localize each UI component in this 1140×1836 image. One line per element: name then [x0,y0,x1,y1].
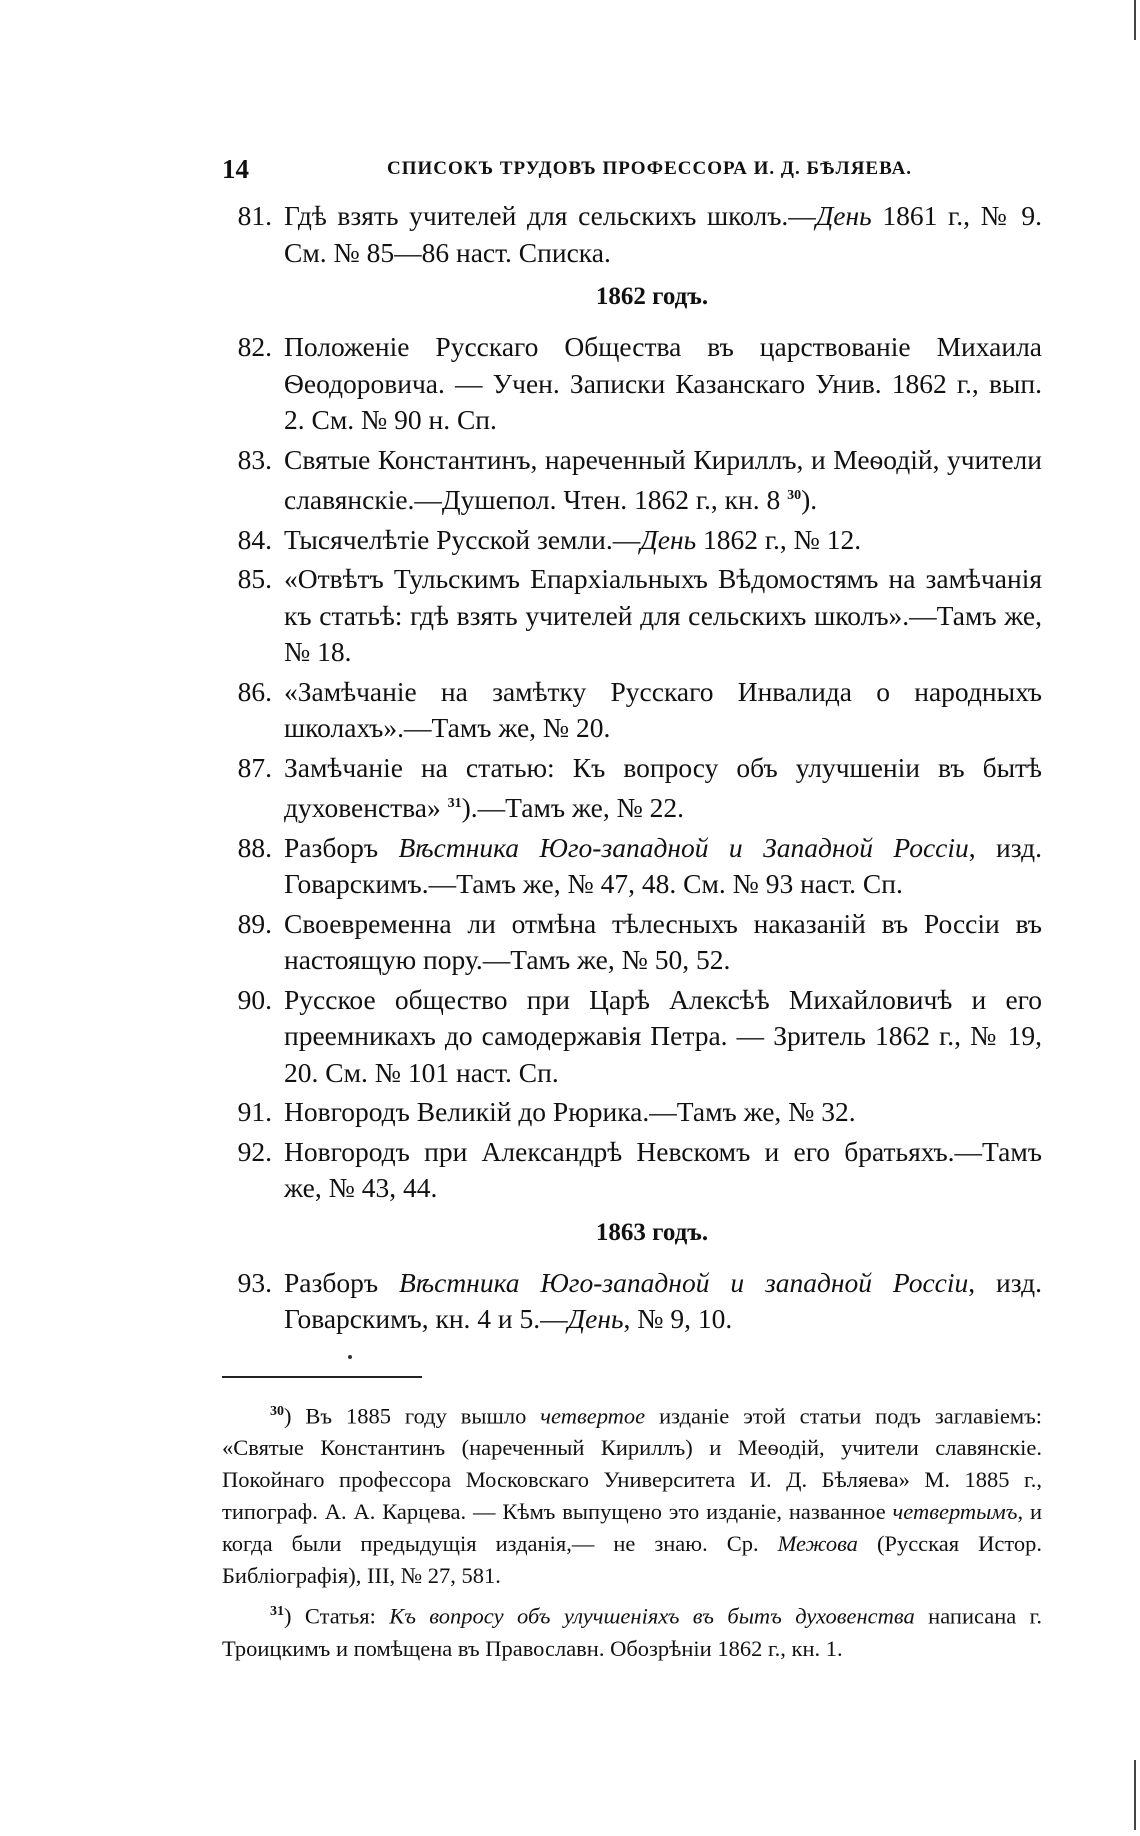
entry-number: 85. [237,563,272,595]
entries-group-1861 [222,198,1042,271]
entry-number: 90. [237,983,272,1015]
entries-group-1862 [222,329,1042,1207]
entry-text: Разборъ Вѣстника Юго-западной и западной Россіи, изд. Говарскимъ, кн. 4 и 5.—День, № 9, 10. [284,1266,1042,1335]
list-item [222,982,1042,1092]
entry-text: «Отвѣтъ Тульскимъ Епархіальныхъ Вѣдомостямъ на замѣчанія къ статьѣ: гдѣ взять учителей для сельскихъ школъ».—Тамъ же, № 18. [284,563,1042,668]
footnote-mark: 31 [270,1604,284,1620]
list-item [222,442,1042,519]
entry-number: 91. [237,1096,272,1128]
entry-text: Гдѣ взять учителей для сельскихъ школъ.—День 1861 г., № 9. См. № 85—86 наст. Списка. [284,200,1042,268]
entry-text: Своевременна ли отмѣна тѣлесныхъ наказаній въ Россіи въ настоящую пору.—Тамъ же, № 50, 52. [284,907,1042,976]
entry-number: 87. [237,751,272,783]
entry-number: 92. [237,1135,272,1167]
list-item [222,1134,1042,1207]
page-number: 14 [222,154,249,184]
bibliography-list [222,198,1042,1669]
list-item [222,1094,1042,1131]
page-edge-mark [1134,0,1136,40]
entry-text: Положеніе Русскаго Общества въ царствованіе Михаила Ѳеодоровича. — Учен. Записки Казанскаго Унив. 1862 г., вып. 2. См. № 90 н. Сп. [284,331,1042,435]
list-item [222,906,1042,979]
footnote-text: ) Статья: Къ вопросу объ улучшеніяхъ въ бытъ духовенства написана г. Троицкимъ и помѣщена въ Православн. Обозрѣніи 1862 г., кн. 1. [222,1603,1042,1661]
footnote [222,1396,1042,1593]
entry-number: 89. [237,907,272,939]
footnotes [222,1396,1042,1665]
entry-text: «Замѣчаніе на замѣтку Русскаго Инвалида о народныхъ школахъ».—Тамъ же, № 20. [284,675,1042,744]
list-item [222,750,1042,827]
ink-speck [348,1355,352,1359]
entry-number: 81. [237,200,272,231]
list-item [222,1265,1042,1338]
list-item [222,198,1042,271]
entry-number: 86. [237,675,272,707]
entry-number: 84. [237,523,272,555]
footnote-text: ) Въ 1885 году вышло четвертое изданіе этой статьи подъ заглавіемъ: «Святые Константинъ (нареченный Кириллъ) и Меѳодій, учители славянскіе. Покойнаго профессора Московскаго Университета И. Д. Бѣляева» М. 1885 г., типограф. А. А. Карцева. — Кѣмъ выпущено это изданіе, названное четвертымъ, и когда были предыдущія изданія,— не знаю. Ср. Межова (Русская Истор. Библіографія), III, № 27, 581. [222,1403,1042,1589]
entry-number: 88. [237,831,272,863]
running-title: СПИСОКЪ ТРУДОВЪ ПРОФЕССОРА И. Д. БѢЛЯЕВА. [387,158,913,179]
entry-number: 83. [237,443,272,475]
entries-group-1863 [222,1265,1042,1338]
footnote-divider [222,1376,422,1378]
list-item [222,830,1042,903]
list-item [222,561,1042,671]
entry-number: 93. [237,1266,272,1298]
entry-text: Русское общество при Царѣ Алексѣѣ Михайловичѣ и его преемникахъ до самодержавія Петра. — Зритель 1862 г., № 19, 20. См. № 101 наст. Сп. [284,983,1042,1088]
page-header [222,154,1042,194]
entry-text: Новгородъ Великій до Рюрика.—Тамъ же, № 32. [284,1096,856,1128]
entry-text: Замѣчаніе на статью: Къ вопросу объ улучшеніи въ бытѣ духовенства» $^{31}$).—Тамъ же, № 22. [284,751,1042,824]
list-item [222,329,1042,439]
entry-text: Разборъ Вѣстника Юго-западной и Западной Россіи, изд. Говарскимъ.—Тамъ же, № 47, 48. См. № 93 наст. Сп. [284,831,1043,900]
entry-text: Тысячелѣтіе Русской земли.—День 1862 г., № 12. [284,523,862,555]
entry-text: Святые Константинъ, нареченный Кириллъ, и Меѳодій, учители славянскіе.—Душепол. Чтен. 1862 г., кн. 8 $^{30}$). [284,443,1042,516]
list-item [222,674,1042,747]
list-item [222,522,1042,559]
footnote [222,1596,1042,1665]
entry-number: 82. [237,331,272,362]
year-heading-1862: 1862 годъ. [595,283,709,310]
year-heading-1863: 1863 годъ. [595,1218,709,1246]
footnote-mark: 30 [270,1403,284,1419]
page-edge-mark [1134,1760,1136,1830]
entry-text: Новгородъ при Александрѣ Невскомъ и его братьяхъ.—Тамъ же, № 43, 44. [284,1135,1042,1204]
